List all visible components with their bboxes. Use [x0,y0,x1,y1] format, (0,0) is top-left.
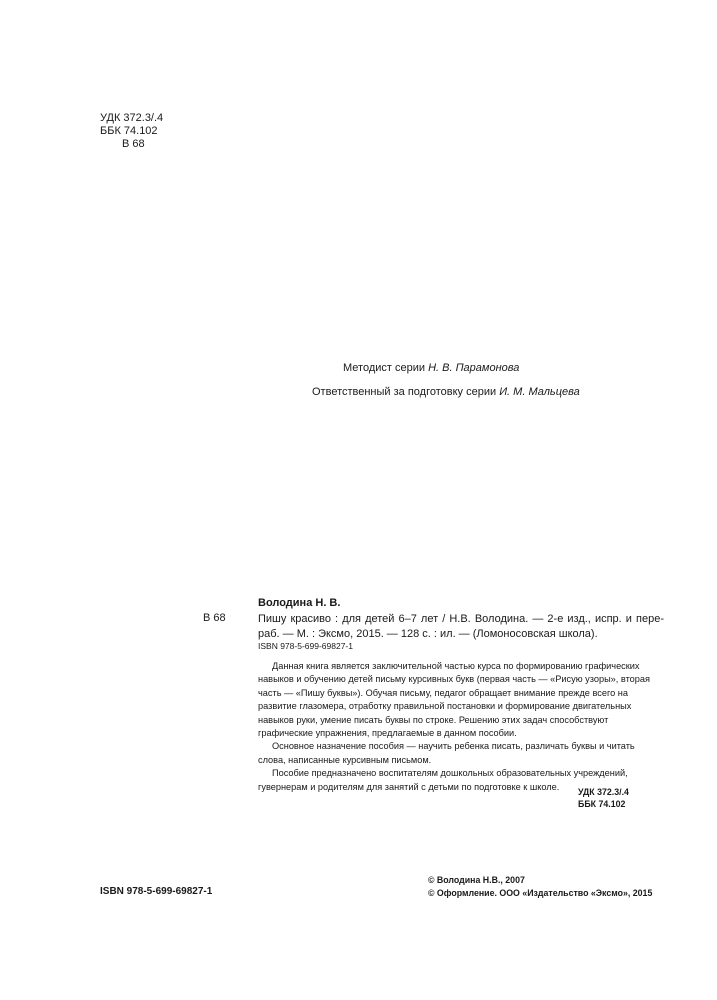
catalog-entry: Пишу красиво : для детей 6–7 лет / Н.В. Володина. — 2-е изд., испр. и пере-раб. — М. : Эксмо, 2015. — 128 с. : ил. — (Ломоносовская школа). [258,613,664,640]
methodist-credit [343,361,717,375]
footer-isbn: ISBN 978-5-699-69827-1 [100,886,213,897]
responsible-credit [312,385,717,399]
copyright-author: © Володина Н.В., 2007 [428,875,525,885]
responsible-label: Ответственный за подготовку серии [312,386,497,398]
bottom-bbk-code: ББК 74.102 [578,799,626,809]
responsible-name: И. М. Мальцева [499,386,580,398]
catalog-isbn: ISBN 978-5-699-69827-1 [258,641,353,651]
annotation-paragraph: Данная книга является заключительной частью курса по формированию графических навыков и обучению детей письму курсивных букв (первая часть — «Рисую узоры», вторая часть — «Пишу буквы»). Обучая письму, педагог обращает внимание прежде всего на развитие глазомера, отработку правильной постановки и формирование двигательных навыков руки, умение писать буквы по строке. Решению этих задач способствуют графические упражнения, предлагаемые в данном пособии. [258,661,650,739]
catalog-code: В 68 [203,612,226,624]
catalog-author: Володина Н. В. [258,597,341,609]
annotation [258,660,664,794]
annotation-paragraph: Пособие предназначено воспитателям дошкольных образовательных учреждений, гувернерам и родителям для занятий с детьми по подготовке к школе. [258,768,628,792]
annotation-paragraph: Основное назначение пособия — научить ребенка писать, различать буквы и читать слова, написанные курсивным письмом. [258,741,635,765]
bbk-code: ББК 74.102 [100,125,158,137]
bottom-classification-codes [578,786,629,810]
top-classification-codes [100,112,163,151]
methodist-name: Н. В. Парамонова [428,362,520,374]
copyright-design: © Оформление. ООО «Издательство «Эксмо», 2015 [428,888,653,898]
copyright-block [428,874,652,900]
author-mark: В 68 [122,138,145,150]
bottom-udk-code: УДК 372.3/.4 [578,787,629,797]
udk-code: УДК 372.3/.4 [100,112,164,124]
methodist-label: Методист серии [343,362,426,374]
